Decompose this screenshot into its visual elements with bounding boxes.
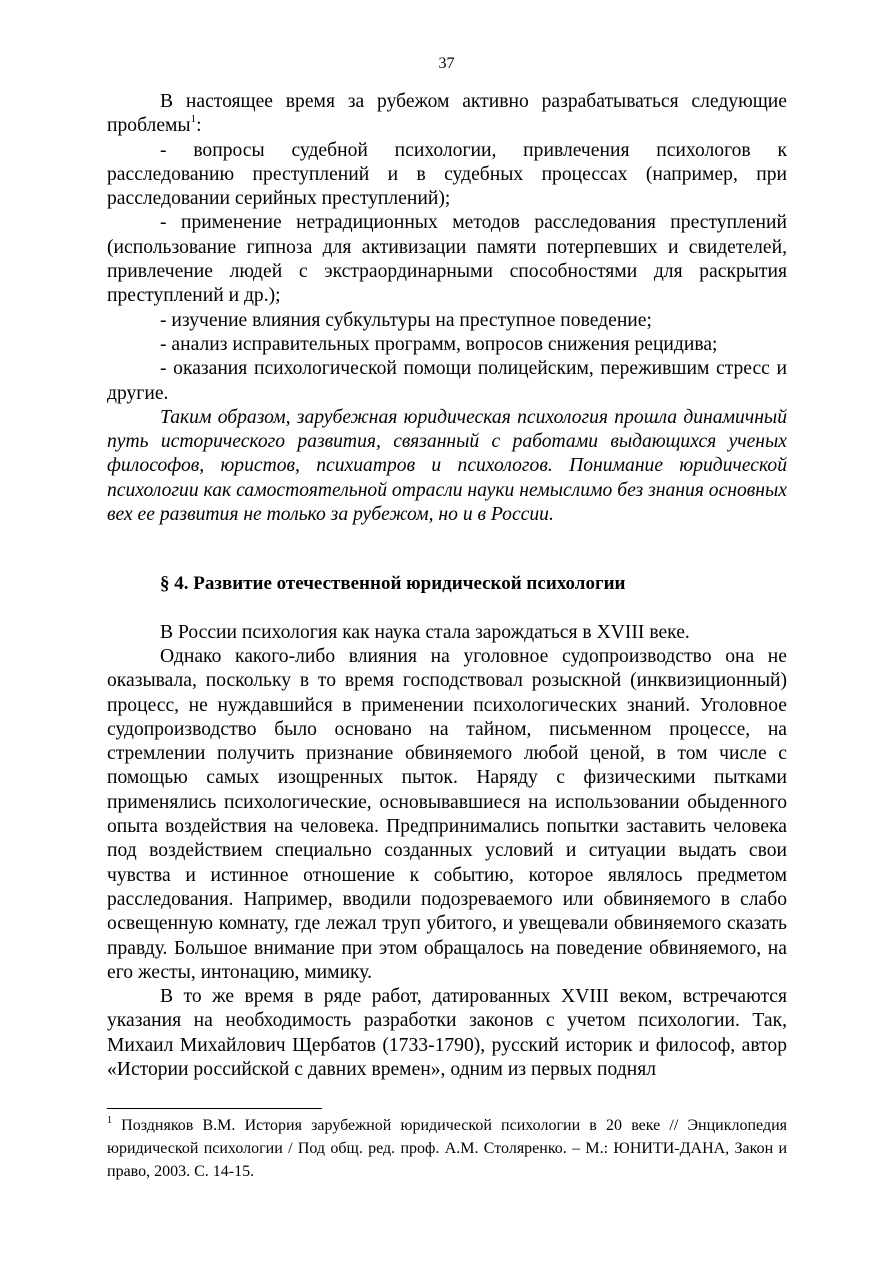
body-paragraph: В России психология как наука стала зарождаться в XVIII веке. — [160, 621, 690, 643]
intro-paragraph — [107, 90, 787, 139]
footnote-text: Поздняков В.М. История зарубежной юридической психологии в 20 веке // Энциклопедия юридической психологии / Под общ. ред. проф. А.М. Столяренко. – М.: ЮНИТИ-ДАНА, Закон и право, 2003. С. 14-15. — [107, 1117, 787, 1180]
bullet-item: - вопросы судебной психологии, привлечения психологов к расследованию преступлений и в судебных процессах (например, при расследовании серийных преступлений); — [107, 139, 787, 210]
body-paragraph: Однако какого-либо влияния на уголовное судопроизводство она не оказывала, поскольку в то время господствовал розыскной (инквизиционный) процесс, не нуждавшийся в применении психологических знаний. Уголовное судопроизводство было основано на тайном, письменном процессе, на стремлении получить признание обвиняемого любой ценой, в том числе с помощью самых изощренных пыток. Наряду с физическими пытками применялись психологические, основывавшиеся на использовании обыденного опыта воздействия на человека. Предпринимались попытки заставить человека под воздействием специально созданных условий и ситуации выдать свои чувства и истинное отношение к событию, которое являлось предметом расследования. Например, вводили подозреваемого или обвиняемого в слабо освещенную комнату, где лежал труп убитого, и увещевали обвиняемого сказать правду. Большое внимание при этом обращалось на поведение обвиняемого, на его жесты, интонацию, мимику. — [107, 645, 787, 983]
section-heading: § 4. Развитие отечественной юридической психологии — [160, 573, 626, 595]
page-body — [107, 90, 787, 1082]
conclusion-paragraph: Таким образом, зарубежная юридическая психология прошла динамичный путь исторического развития, связанный с работами выдающихся ученых философов, юристов, психиатров и психологов. Понимание юридической психологии как самостоятельной отрасли науки немыслимо без знания основных вех ее развития не только за рубежом, но и в России. — [107, 406, 787, 526]
footnote — [107, 1114, 787, 1183]
footnote-divider — [107, 1108, 322, 1109]
footnote-ref: 1 — [190, 112, 197, 125]
intro-colon: : — [196, 115, 202, 137]
bullet-item: - оказания психологической помощи полицейским, пережившим стресс и другие. — [107, 358, 787, 404]
page-number: 37 — [438, 55, 455, 72]
bullet-item: - анализ исправительных программ, вопросов снижения рецидива; — [160, 333, 718, 355]
intro-text: В настоящее время за рубежом активно разрабатываться следующие проблемы — [107, 91, 787, 137]
bullet-item: - изучение влияния субкультуры на преступное поведение; — [160, 309, 652, 331]
body-paragraph: В то же время в ряде работ, датированных XVIII веком, встречаются указания на необходимость разработки законов с учетом психологии. Так, Михаил Михайлович Щербатов (1733-1790), русский историк и философ, автор «Истории российской с давних времен», одним из первых поднял — [107, 986, 787, 1080]
footnote-marker: 1 — [107, 1114, 112, 1126]
bullet-item: - применение нетрадиционных методов расследования преступлений (использование гипноза для активизации памяти потерпевших и свидетелей, привлечение людей с экстраординарными способностями для раскрытия преступлений и др.); — [107, 212, 787, 307]
